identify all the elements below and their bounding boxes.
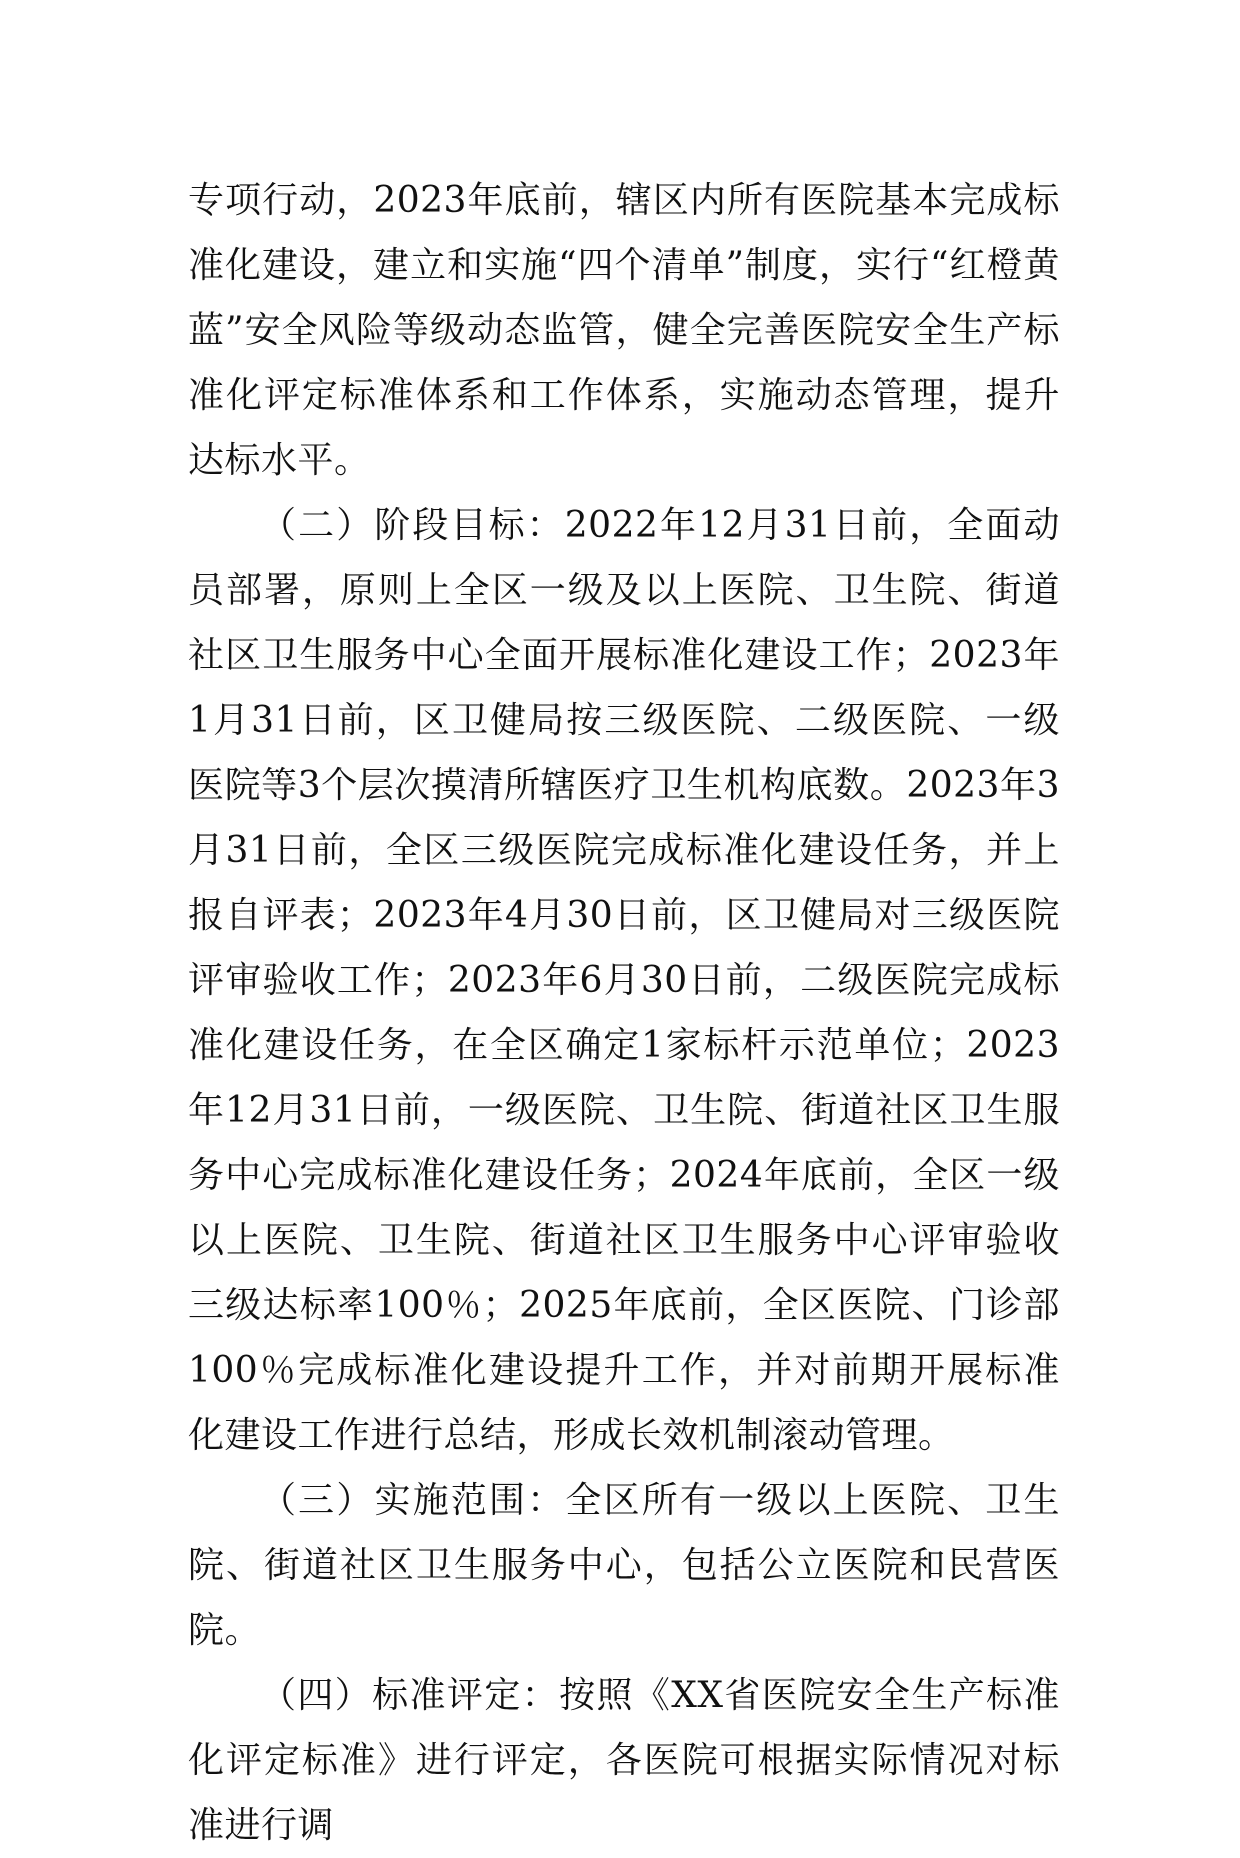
document-body [188, 168, 1060, 1858]
paragraph-standard-evaluation: （四）标准评定：按照《XX省医院安全生产标准化评定标准》进行评定，各医院可根据实际情况对标准进行调 [188, 1675, 1060, 1846]
paragraph-scope: （三）实施范围：全区所有一级以上医院、卫生院、街道社区卫生服务中心，包括公立医院和民营医院。 [188, 1480, 1060, 1651]
paragraph-overall-goal: 专项行动，2023年底前，辖区内所有医院基本完成标准化建设，建立和实施“四个清单”制度，实行“红橙黄蓝”安全风险等级动态监管，健全完善医院安全生产标准化评定标准体系和工作体系，实施动态管理，提升达标水平。 [188, 180, 1060, 481]
paragraph-stage-goals: （二）阶段目标：2022年12月31日前，全面动员部署，原则上全区一级及以上医院、卫生院、街道社区卫生服务中心全面开展标准化建设工作；2023年1月31日前，区卫健局按三级医院、二级医院、一级医院等3个层次摸清所辖医疗卫生机构底数。2023年3月31日前，全区三级医院完成标准化建设任务，并上报自评表；2023年4月30日前，区卫健局对三级医院评审验收工作；2023年6月30日前，二级医院完成标准化建设任务，在全区确定1家标杆示范单位；2023年12月31日前，一级医院、卫生院、街道社区卫生服务中心完成标准化建设任务；2024年底前，全区一级以上医院、卫生院、街道社区卫生服务中心评审验收三级达标率100％；2025年底前，全区医院、门诊部100％完成标准化建设提升工作，并对前期开展标准化建设工作进行总结，形成长效机制滚动管理。 [188, 505, 1060, 1456]
